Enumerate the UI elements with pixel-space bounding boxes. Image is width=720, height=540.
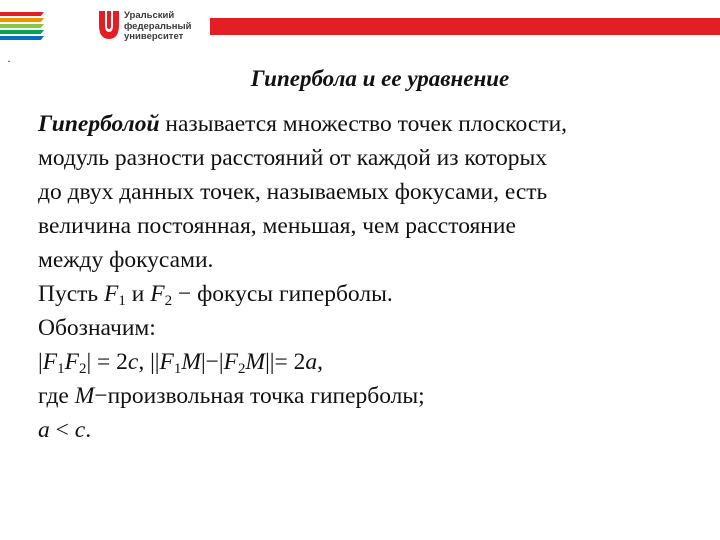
definition-line: величина постоянная, меньшая, чем расстояние	[38, 213, 516, 239]
stripe-green	[0, 30, 44, 34]
term-hyperbola: Гиперболой	[38, 111, 160, 137]
slide-body	[38, 107, 708, 447]
sym: , ||	[138, 349, 160, 375]
text: Пусть	[38, 281, 105, 307]
var-a: a	[305, 349, 318, 375]
stripe-lightgreen	[0, 24, 44, 28]
university-name-line: федеральный	[124, 20, 192, 32]
header-red-bar	[210, 18, 720, 35]
stripe-orange	[0, 18, 44, 22]
denote-line: Обозначим:	[38, 315, 156, 341]
var-f: F	[150, 281, 165, 307]
var-f: F	[104, 281, 119, 307]
university-name-line: Уральский	[124, 10, 175, 21]
subscript: 2	[164, 293, 173, 309]
subscript: 2	[78, 361, 87, 377]
var-m: M	[181, 349, 201, 375]
urfu-logo-icon	[98, 10, 120, 40]
logo-stripes	[0, 12, 44, 42]
sym: |−|	[200, 349, 224, 375]
var-f: F	[159, 349, 174, 375]
var-c: c	[127, 349, 139, 375]
text: где	[38, 383, 75, 409]
var-f: F	[64, 349, 79, 375]
foci-line	[38, 277, 708, 311]
formula-line	[38, 345, 708, 379]
definition-line: до двух данных точек, называемых фокусами, есть	[38, 179, 548, 205]
text: −произвольная точка гиперболы;	[94, 383, 425, 409]
var-m: M	[74, 383, 95, 409]
definition-line: модуль разности расстояний от каждой из которых	[38, 145, 548, 171]
subscript: 2	[237, 361, 246, 377]
var-c: c	[74, 417, 86, 443]
text: − фокусы гиперболы.	[172, 281, 393, 307]
subscript: 1	[173, 361, 182, 377]
sym: | = 2	[86, 349, 128, 375]
university-name-line: университет	[124, 31, 184, 42]
definition-text: называется множество точек плоскости,	[159, 111, 568, 137]
sym: ||= 2	[265, 349, 306, 375]
definition-line: между фокусами.	[38, 247, 214, 273]
subscript: 1	[118, 293, 126, 309]
var-f: F	[223, 349, 238, 375]
stripe-red	[0, 12, 44, 16]
var-a: a	[38, 417, 50, 443]
sym: <	[49, 417, 75, 443]
inequality-line	[38, 413, 708, 447]
slide-marker: ·	[7, 54, 11, 68]
slide-title: Гипербола и ее уравнение	[250, 66, 510, 91]
where-line	[38, 379, 708, 413]
var-f: F	[42, 349, 58, 375]
sym: .	[85, 417, 92, 443]
sym: ,	[317, 349, 323, 375]
stripe-blue	[0, 36, 44, 40]
definition-line	[38, 107, 708, 141]
text: и	[125, 281, 151, 307]
var-m: M	[245, 349, 266, 375]
sym: |	[38, 349, 43, 375]
subscript: 1	[57, 361, 65, 377]
